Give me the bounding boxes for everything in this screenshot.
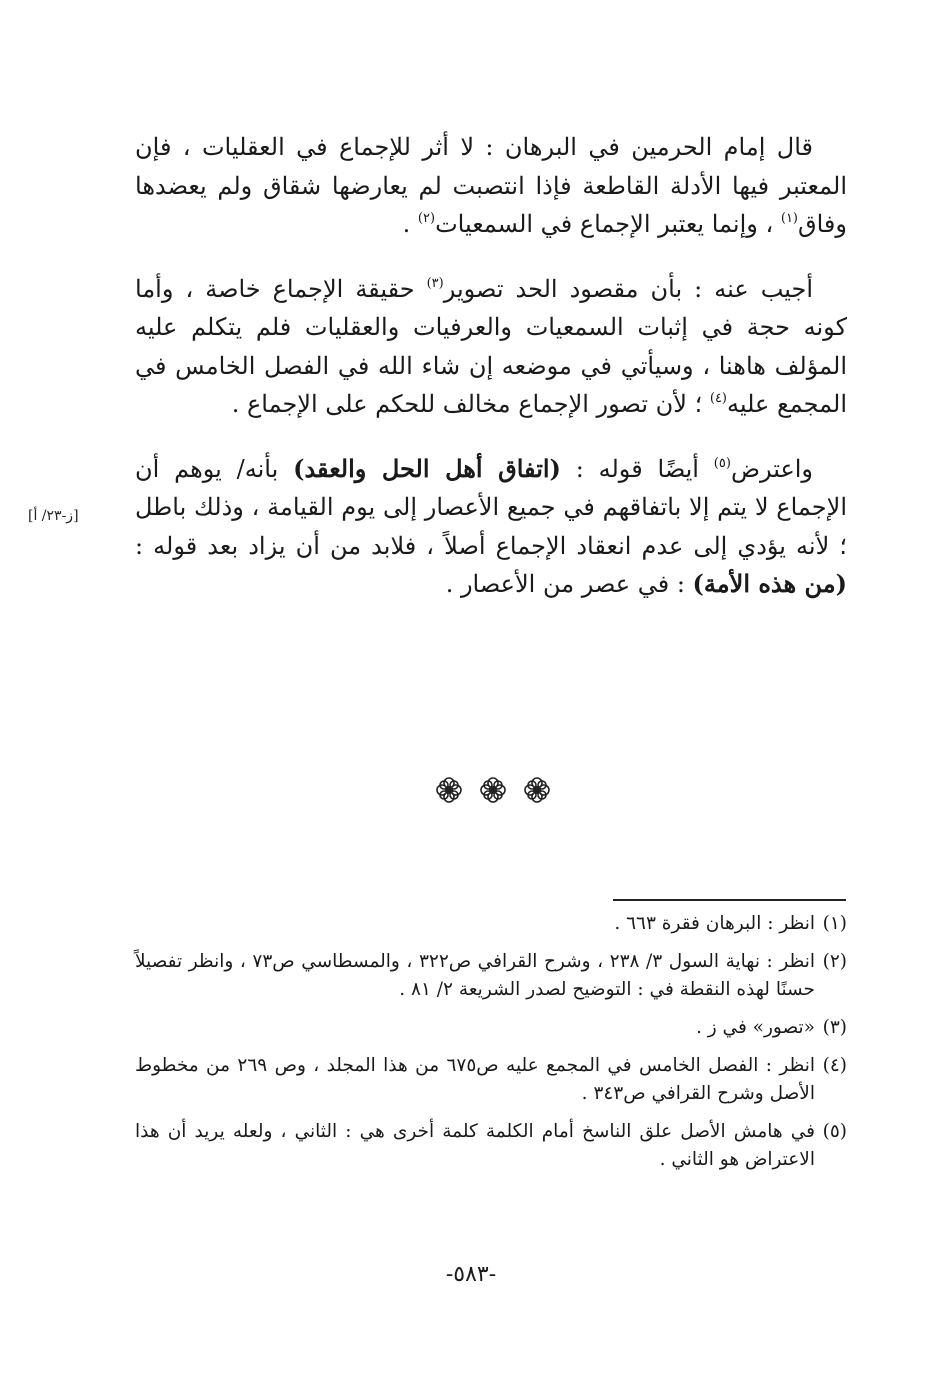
footnote-3	[135, 1014, 847, 1042]
footnote-number: (٥)	[822, 1121, 847, 1142]
text-run: أيضًا قوله :	[560, 454, 714, 483]
footnote-4	[135, 1052, 847, 1108]
footnote-marker[interactable]: (٤)	[709, 391, 727, 406]
footnote-number: (١)	[822, 913, 847, 934]
paragraph-2	[135, 270, 847, 424]
flower-ornament-icon	[479, 776, 507, 804]
quoted-term-bold: (من هذه الأمة)	[692, 569, 847, 598]
footnote-text: في هامش الأصل علق الناسخ أمام الكلمة كلمة أخرى هي : الثاني ، ولعله يريد أن هذا الاعتراض هو الثاني .	[135, 1121, 815, 1170]
footnote-text: انظر : الفصل الخامس في المجمع عليه ص٦٧٥ من هذا المجلد ، وص ٢٦٩ من مخطوط الأصل وشرح القرافي ص٣٤٣ .	[135, 1055, 815, 1104]
footnote-marker[interactable]: (١)	[780, 211, 798, 226]
paragraph-3	[135, 450, 847, 604]
footnote-text: «تصور» في ز .	[695, 1017, 815, 1038]
text-run: حقيقة الإجماع خاصة ، وأما كونه حجة في إثبات السمعيات والعرفيات والعقليات فلم يتكلم عليه المؤلف هاهنا ، وسيأتي في موضعه إن شاء الله في الفصل الخامس في المجمع عليه	[135, 274, 847, 418]
flower-ornament-icon	[523, 776, 551, 804]
footnote-marker[interactable]: (٣)	[426, 275, 444, 291]
flower-ornament-icon	[435, 776, 463, 804]
footnote-5	[135, 1118, 847, 1174]
paragraph-1	[135, 128, 847, 244]
footnote-number: (٤)	[822, 1055, 847, 1076]
text-run: : في عصر من الأعصار .	[445, 570, 693, 598]
footnote-number: (٢)	[822, 951, 847, 972]
manuscript-folio-note: [ز-٢٣/ أ]	[28, 508, 79, 524]
text-run: أجيب عنه : بأن مقصود الحد تصوير	[443, 274, 814, 303]
footnote-marker[interactable]: (٥)	[713, 455, 731, 471]
footnote-text: انظر : نهاية السول ٣/ ٢٣٨ ، وشرح القرافي ص٣٢٢ ، والمسطاسي ص٧٣ ، وانظر تفصيلاً حسنًا لهذه النقطة في : التوضيح لصدر الشريعة ٢/ ٨١ .	[135, 951, 815, 1000]
quoted-term-bold: (اتفاق أهل الحل والعقد)	[293, 453, 561, 483]
text-run: .	[402, 210, 418, 238]
text-run: ؛ لأن تصور الإجماع مخالف للحكم على الإجماع .	[231, 390, 710, 418]
main-text	[135, 128, 847, 630]
footnote-1	[135, 910, 847, 938]
page-number: -٥٨٣-	[445, 1262, 497, 1287]
section-end-ornaments	[435, 776, 551, 804]
footnote-2	[135, 948, 847, 1004]
footnote-text: انظر : البرهان فقرة ٦٦٣ .	[614, 913, 815, 934]
footnotes	[135, 910, 847, 1184]
footnote-number: (٣)	[822, 1017, 847, 1038]
text-run: واعترض	[730, 454, 814, 483]
text-run: بأنه/ يوهم أن الإجماع لا يتم إلا باتفاقهم في جميع الأعصار إلى يوم القيامة ، وذلك باطل ؛ لأنه يؤدي إلى عدم انعقاد الإجماع أصلاً ، فلابد من أن يزاد بعد قوله :	[135, 454, 847, 560]
footnote-marker[interactable]: (٢)	[417, 211, 436, 226]
footnote-separator	[613, 899, 846, 901]
text-run: قال إمام الحرمين في البرهان : لا أثر للإجماع في العقليات ، فإن المعتبر فيها الأدلة القاطعة فإذا انتصبت لم يعارضها شقاق ولم يعضدها وفاق	[135, 133, 847, 238]
text-run: ، وإنما يعتبر الإجماع في السمعيات	[435, 210, 781, 238]
